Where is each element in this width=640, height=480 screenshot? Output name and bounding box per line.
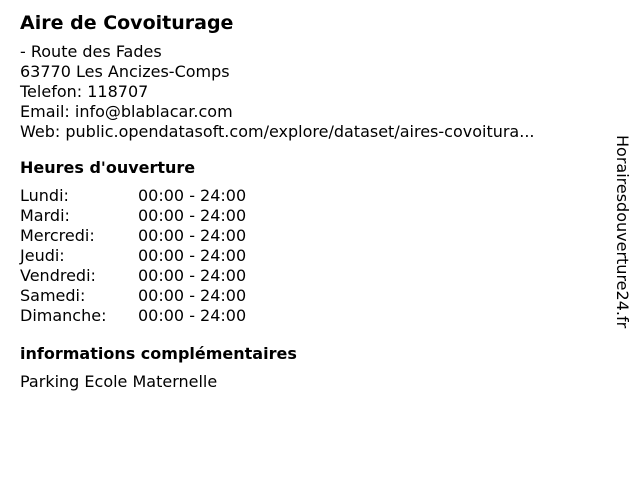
listing-card	[20, 10, 600, 392]
day-label: Vendredi:	[20, 266, 96, 285]
info-heading: informations complémentaires	[20, 344, 297, 363]
time-range: 00:00 - 24:00	[138, 226, 247, 245]
time-range: 00:00 - 24:00	[138, 246, 247, 265]
hours-heading: Heures d'ouverture	[20, 158, 196, 177]
opening-hours-table	[20, 186, 600, 326]
day-label: Lundi:	[20, 186, 69, 205]
web-line: Web: public.opendatasoft.com/explore/dataset/aires-covoitura...	[20, 122, 535, 141]
hours-row	[20, 186, 600, 206]
email-line: Email: info@blablacar.com	[20, 102, 233, 121]
time-range: 00:00 - 24:00	[138, 186, 247, 205]
time-range: 00:00 - 24:00	[138, 266, 247, 285]
phone-line: Telefon: 118707	[20, 82, 149, 101]
day-label: Dimanche:	[20, 306, 107, 325]
city-line: 63770 Les Ancizes-Comps	[20, 62, 230, 81]
hours-row	[20, 266, 600, 286]
time-range: 00:00 - 24:00	[138, 306, 247, 325]
day-label: Mercredi:	[20, 226, 95, 245]
day-label: Samedi:	[20, 286, 86, 305]
site-watermark: Horairesdouverture24.fr	[613, 135, 632, 329]
time-range: 00:00 - 24:00	[138, 286, 247, 305]
time-range: 00:00 - 24:00	[138, 206, 247, 225]
hours-row	[20, 226, 600, 246]
day-label: Jeudi:	[20, 246, 65, 265]
info-text: Parking Ecole Maternelle	[20, 372, 218, 391]
day-label: Mardi:	[20, 206, 70, 225]
street-line: - Route des Fades	[20, 42, 162, 61]
additional-info	[20, 344, 600, 392]
hours-row	[20, 246, 600, 266]
hours-row	[20, 306, 600, 326]
hours-row	[20, 206, 600, 226]
hours-row	[20, 286, 600, 306]
page-title: Aire de Covoiturage	[20, 12, 234, 34]
address-block	[20, 42, 600, 142]
